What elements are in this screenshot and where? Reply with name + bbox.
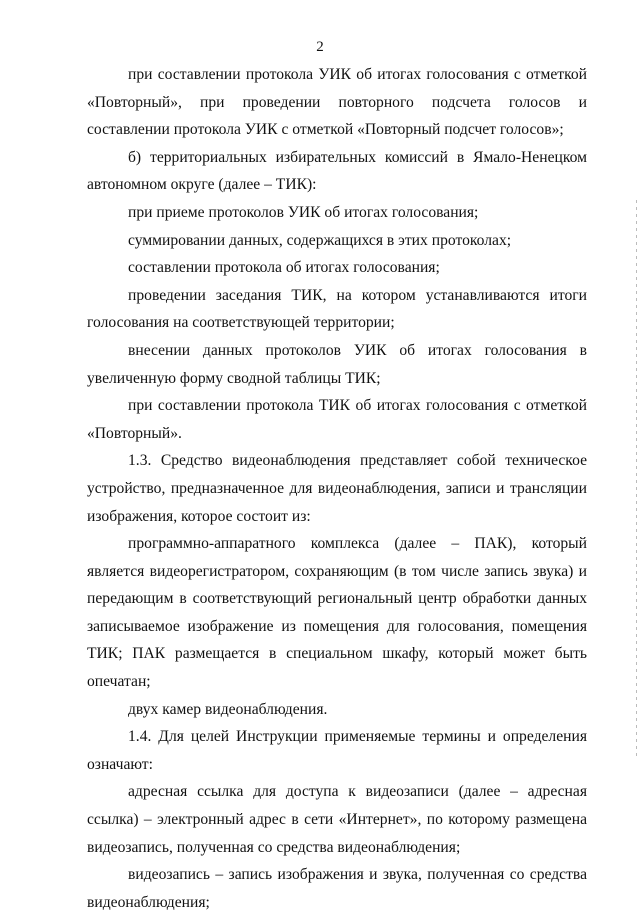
scan-edge-mark [636,200,637,760]
paragraph-uik-repeat-protocol: при составлении протокола УИК об итогах голосования с отметкой «Повторный», при проведении повторного подсчета голосов и составлении протокола УИК с отметкой «Повторный подсчет голосов»; [87,66,587,139]
paragraph-summing-data: суммировании данных, содержащихся в этих протоколах; [128,231,512,249]
paragraph-hardware-complex: программно-аппаратного комплекса (далее – ПАК), который является видеорегистратором, сохраняющим (в том числе запись звука) и передающим в соответствующий региональный центр обработки данных записываемое изображение из помещения для голосования, помещения ТИК; ПАК размещается в специальном шкафу, который может быть опечатан; [87,535,587,691]
paragraph-definition-address-link: адресная ссылка для доступа к видеозаписи (далее – адресная ссылка) – электронный адрес в сети «Интернет», по которому размещена видеозапись, полученная со средства видеонаблюдения; [87,783,587,856]
paragraph-summary-table: внесении данных протоколов УИК об итогах голосования в увеличенную форму сводной таблицы ТИК; [87,341,587,387]
paragraph-tik-repeat-protocol: при составлении протокола ТИК об итогах голосования с отметкой «Повторный». [87,397,587,442]
paragraph-tik-meeting: проведении заседания ТИК, на котором устанавливаются итоги голосования на соответствующей территории; [87,286,587,332]
page-number: 2 [316,39,324,55]
paragraph-two-cameras: двух камер видеонаблюдения. [128,700,328,718]
paragraph-definition-video-record: видеозапись – запись изображения и звука, полученная со средства видеонаблюдения; [87,866,587,911]
paragraph-section-1-4: 1.4. Для целей Инструкции применяемые термины и определения означают: [87,728,587,773]
document-body [87,61,587,916]
paragraph-compiling-protocol: составлении протокола об итогах голосования; [128,259,440,277]
paragraph-section-1-3: 1.3. Средство видеонаблюдения представляет собой техническое устройство, предназначенное для видеонаблюдения, записи и трансляции изображения, которое состоит из: [87,452,587,525]
paragraph-tik-commissions: б) территориальных избирательных комиссий в Ямало-Ненецком автономном округе (далее – ТИК): [87,148,587,194]
paragraph-receiving-protocols: при приеме протоколов УИК об итогах голосования; [128,203,479,221]
